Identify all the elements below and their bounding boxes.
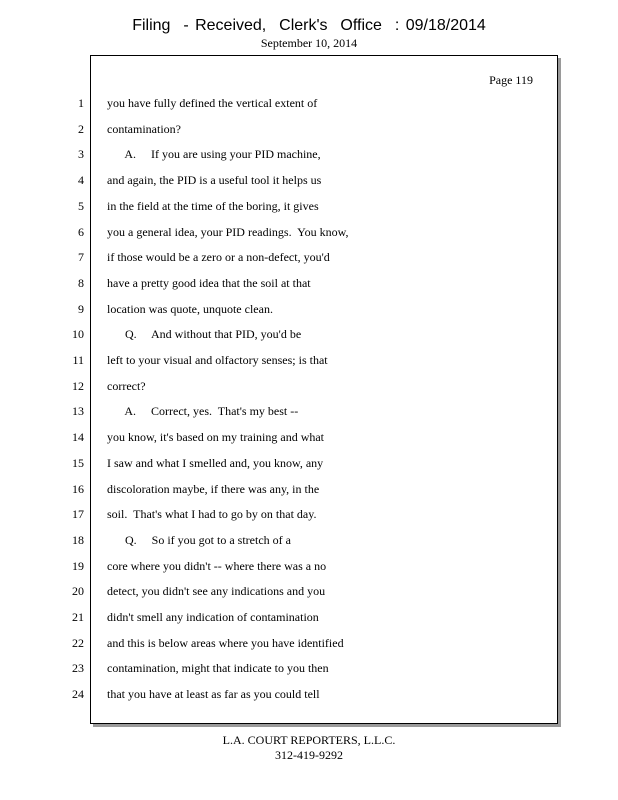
transcript-line-text: you have fully defined the vertical extent of	[107, 96, 318, 110]
transcript-line-text: you a general idea, your PID readings. You know,	[107, 225, 349, 239]
court-reporter-name: L.A. COURT REPORTERS, L.L.C.	[222, 733, 396, 747]
transcript-line-text: in the field at the time of the boring, it gives	[107, 199, 319, 213]
court-reporter-phone: 312-419-9292	[275, 748, 343, 762]
transcript-line-text: soil. That's what I had to go by on that day.	[107, 507, 317, 521]
filing-stamp: Filing - Received, Clerk's Office : 09/18/2014	[132, 17, 486, 34]
line-number: 20	[72, 584, 84, 598]
line-number: 1	[78, 96, 84, 110]
line-number: 16	[72, 482, 84, 496]
line-number: 11	[72, 353, 84, 367]
transcript-line-text: core where you didn't -- where there was a no	[107, 559, 327, 573]
page-number: Page 119	[489, 73, 533, 87]
transcript-line-text: and again, the PID is a useful tool it helps us	[107, 173, 322, 187]
line-number: 7	[78, 250, 84, 264]
deposition-date: September 10, 2014	[260, 36, 358, 50]
line-number: 14	[72, 430, 84, 444]
line-number: 15	[72, 456, 84, 470]
line-number: 19	[72, 559, 84, 573]
line-number: 13	[72, 404, 84, 418]
transcript-line-text: you know, it's based on my training and what	[107, 430, 325, 444]
transcript-line-text: A. If you are using your PID machine,	[107, 147, 321, 161]
line-number: 24	[72, 687, 84, 701]
line-number: 12	[72, 379, 84, 393]
transcript-line-text: location was quote, unquote clean.	[107, 302, 273, 316]
transcript-line-text: contamination?	[107, 122, 181, 136]
line-number: 23	[72, 661, 84, 675]
transcript-line-text: I saw and what I smelled and, you know, any	[107, 456, 324, 470]
transcript-line-text: that you have at least as far as you could tell	[107, 687, 320, 701]
transcript-line-text: and this is below areas where you have identified	[107, 636, 344, 650]
transcript-line-text: discoloration maybe, if there was any, in the	[107, 482, 320, 496]
transcript-line-text: didn't smell any indication of contamination	[107, 610, 319, 624]
transcript-line-text: if those would be a zero or a non-defect, you'd	[107, 250, 330, 264]
transcript-line-text: Q. So if you got to a stretch of a	[107, 533, 291, 547]
transcript-line-text: left to your visual and olfactory senses; is that	[107, 353, 328, 367]
line-number: 5	[78, 199, 84, 213]
line-number: 3	[78, 147, 84, 161]
line-number: 18	[72, 533, 84, 547]
transcript-line-text: detect, you didn't see any indications and you	[107, 584, 326, 598]
line-number: 9	[78, 302, 84, 316]
transcript-line-text: contamination, might that indicate to you then	[107, 661, 329, 675]
transcript-line-text: Q. And without that PID, you'd be	[107, 327, 302, 341]
line-number: 2	[78, 122, 84, 136]
transcript-line-text: A. Correct, yes. That's my best --	[107, 404, 299, 418]
line-number: 6	[78, 225, 84, 239]
line-number: 22	[72, 636, 84, 650]
line-number: 10	[72, 327, 84, 341]
line-number: 8	[78, 276, 84, 290]
line-number: 21	[72, 610, 84, 624]
line-number: 4	[78, 173, 84, 187]
transcript-line-text: have a pretty good idea that the soil at that	[107, 276, 311, 290]
line-number: 17	[72, 507, 84, 521]
transcript-line-text: correct?	[107, 379, 146, 393]
